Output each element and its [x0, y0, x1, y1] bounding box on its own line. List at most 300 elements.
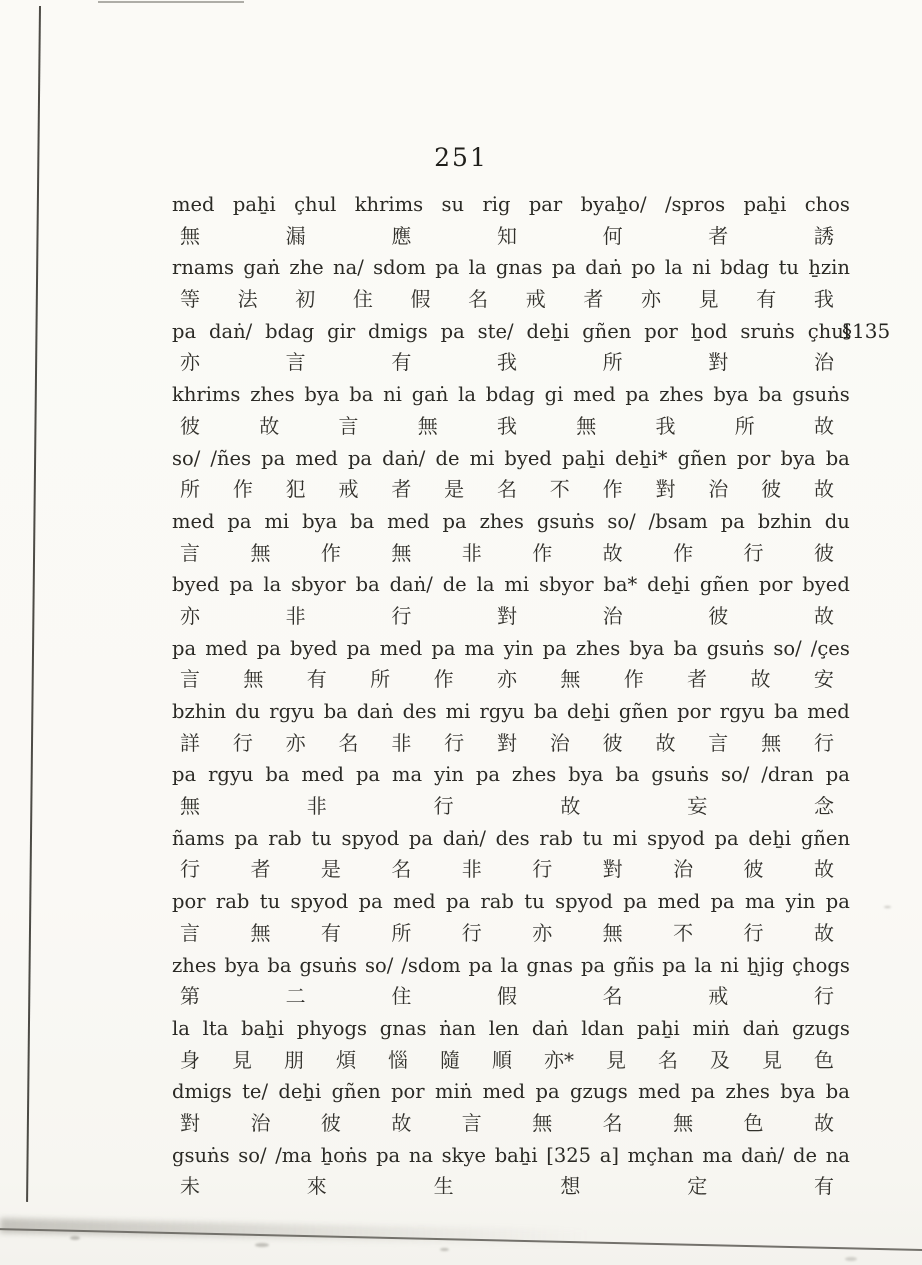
- tibetan-word: por: [172, 890, 206, 914]
- chinese-char: 治: [549, 730, 570, 755]
- tibetan-word: rab: [480, 890, 514, 914]
- chinese-char: 言: [180, 667, 200, 692]
- tibetan-word: la: [694, 953, 713, 977]
- tibetan-word: ni: [383, 383, 402, 407]
- tibetan-word: de: [442, 573, 467, 597]
- tibetan-word: med: [393, 890, 436, 914]
- chinese-char: 安: [813, 667, 834, 692]
- chinese-char: 非: [391, 730, 412, 755]
- tibetan-word: lta: [202, 1016, 229, 1040]
- chinese-char: 無: [391, 540, 412, 565]
- tibetan-word: so/: [720, 763, 750, 787]
- tibetan-word: pa: [580, 953, 606, 977]
- tibetan-word: pa: [376, 1143, 401, 1167]
- tibetan-word: so/: [365, 953, 394, 977]
- tibetan-word: /ñes: [210, 446, 252, 470]
- chinese-char: 名: [496, 477, 517, 502]
- tibetan-word: ste/: [477, 319, 514, 343]
- chinese-char: 漏: [285, 223, 306, 248]
- tibetan-word: yin: [434, 763, 464, 787]
- tibetan-word: dmigs: [368, 319, 428, 343]
- tibetan-line: [172, 1076, 850, 1108]
- chinese-char: 見: [606, 1047, 626, 1072]
- chinese-char: 亦: [285, 730, 306, 755]
- tibetan-word: mi: [612, 826, 638, 850]
- tibetan-word: rgyu: [269, 700, 315, 723]
- tibetan-word: gñen: [677, 446, 727, 470]
- tibetan-word: ba: [267, 953, 292, 977]
- tibetan-word: ni: [720, 953, 739, 977]
- chinese-char: 戒: [525, 287, 546, 312]
- tibetan-word: paẖi: [562, 446, 605, 470]
- tibetan-word: pa: [662, 953, 687, 977]
- chinese-char: 妄: [687, 794, 708, 819]
- tibetan-word: la: [468, 256, 487, 280]
- chinese-char: 戒: [338, 477, 359, 502]
- chinese-char: 亦: [641, 287, 661, 312]
- chinese-char: 色: [814, 1047, 834, 1072]
- chinese-char: 戒: [708, 984, 729, 1009]
- tibetan-word: ba: [533, 700, 558, 723]
- chinese-char: 故: [814, 413, 834, 438]
- tibetan-word: du: [824, 509, 850, 533]
- tibetan-word: byed: [172, 573, 220, 597]
- tibetan-line: [172, 252, 850, 284]
- chinese-char: 行: [532, 857, 553, 882]
- tibetan-word: pa: [710, 890, 735, 914]
- tibetan-word: med: [573, 383, 616, 407]
- margin-section-number: §135: [842, 318, 891, 343]
- tibetan-word: gsuṅs: [651, 763, 710, 787]
- tibetan-word: med: [807, 700, 850, 723]
- chinese-line: [172, 221, 850, 253]
- tibetan-word: ẖod: [690, 319, 728, 343]
- tibetan-word: rgyu: [719, 700, 766, 723]
- tibetan-word: byed: [504, 446, 552, 470]
- tibetan-word: mi: [264, 509, 290, 533]
- chinese-line: [172, 981, 850, 1013]
- chinese-char: 對: [708, 350, 729, 375]
- tibetan-word: deẖi*: [614, 446, 668, 470]
- tibetan-word: la: [500, 953, 519, 977]
- tibetan-word: pa: [625, 383, 650, 407]
- chinese-char: 未: [180, 1174, 200, 1199]
- tibetan-word: pa: [435, 256, 460, 280]
- chinese-char: 及: [710, 1047, 730, 1072]
- tibetan-word: pa: [825, 763, 850, 787]
- tibetan-word: bya: [304, 383, 340, 407]
- tibetan-word: gñen: [618, 700, 669, 723]
- chinese-char: 作: [232, 477, 253, 502]
- tibetan-word: ba: [615, 763, 640, 787]
- tibetan-word: zhes: [250, 383, 295, 407]
- tibetan-line: [172, 1013, 850, 1045]
- tibetan-word: rig: [482, 193, 511, 216]
- tibetan-word: na: [825, 1143, 850, 1167]
- tibetan-word: tu: [311, 826, 332, 850]
- chinese-char: 治: [250, 1110, 271, 1135]
- tibetan-word: pa: [172, 636, 197, 660]
- tibetan-word: gir: [327, 319, 356, 343]
- chinese-char: 彼: [708, 603, 729, 628]
- tibetan-word: byaẖo/: [580, 193, 647, 216]
- tibetan-word: la: [263, 573, 282, 597]
- tibetan-word: rab: [268, 826, 302, 850]
- tibetan-word: zhes: [575, 636, 621, 660]
- chinese-char: 應: [391, 223, 412, 248]
- chinese-char: 作: [532, 540, 553, 565]
- chinese-line: [172, 728, 850, 760]
- tibetan-word: sruṅs: [740, 319, 795, 343]
- tibetan-word: gnas: [495, 256, 543, 280]
- tibetan-word: daṅ/: [442, 826, 486, 850]
- page-number: 251: [434, 143, 488, 172]
- tibetan-word: tu: [582, 826, 603, 850]
- chinese-char: 等: [180, 287, 200, 312]
- tibetan-word: /bsam: [648, 509, 708, 533]
- tibetan-word: ba: [323, 700, 348, 723]
- chinese-char: 故: [750, 667, 771, 692]
- tibetan-word: daṅ/: [382, 446, 426, 470]
- tibetan-word: rgyu: [479, 700, 525, 723]
- chinese-char: 名: [602, 984, 623, 1009]
- tibetan-word: çhul: [807, 319, 850, 343]
- tibetan-word: bzhin: [172, 700, 227, 723]
- tibetan-word: ẖoṅs: [320, 1143, 368, 1167]
- chinese-char: 知: [496, 223, 517, 248]
- chinese-char: 故: [813, 603, 834, 628]
- tibetan-word: ba: [265, 763, 290, 787]
- tibetan-word: [325: [546, 1143, 592, 1167]
- chinese-line: [172, 1108, 850, 1140]
- chinese-char: 對: [655, 477, 676, 502]
- scan-speck: [884, 906, 891, 908]
- tibetan-word: tu: [259, 890, 281, 914]
- chinese-char: 所: [370, 667, 391, 692]
- tibetan-word: ba: [673, 636, 698, 660]
- tibetan-word: bdag: [720, 256, 770, 280]
- tibetan-word: pa: [442, 509, 467, 533]
- tibetan-word: por: [677, 700, 711, 723]
- chinese-line: [172, 1171, 850, 1203]
- tibetan-word: so/: [172, 446, 201, 470]
- chinese-char: 身: [180, 1047, 200, 1072]
- tibetan-line: [172, 823, 850, 855]
- chinese-char: 法: [237, 287, 258, 312]
- tibetan-word: ba: [355, 573, 380, 597]
- tibetan-word: de: [435, 446, 460, 470]
- tibetan-word: mi: [445, 700, 471, 723]
- chinese-char: 行: [444, 730, 465, 755]
- tibetan-word: na: [408, 1143, 434, 1167]
- chinese-char: 色: [743, 1110, 764, 1135]
- chinese-char: 朋: [284, 1047, 304, 1072]
- chinese-char: 所: [734, 413, 755, 438]
- tibetan-word: med: [172, 509, 215, 533]
- chinese-char: 有: [813, 1174, 834, 1199]
- tibetan-word: med: [638, 1080, 681, 1104]
- chinese-char: 無: [250, 540, 271, 565]
- tibetan-word: daṅ/: [389, 573, 433, 597]
- tibetan-line: [172, 696, 850, 728]
- chinese-char: 煩: [336, 1047, 356, 1072]
- tibetan-word: ldan: [581, 1016, 625, 1040]
- chinese-char: 見: [762, 1047, 782, 1072]
- tibetan-word: çhul: [294, 193, 337, 216]
- tibetan-word: /spros: [664, 193, 726, 216]
- chinese-char: 亦: [180, 603, 200, 628]
- tibetan-word: ba: [350, 509, 375, 533]
- chinese-char: 行: [813, 730, 834, 755]
- tibetan-word: med: [482, 1080, 526, 1104]
- chinese-char: 有: [391, 350, 412, 375]
- tibetan-word: gsuṅs: [172, 1143, 230, 1167]
- tibetan-word: gsuṅs: [792, 383, 850, 407]
- tibetan-word: deẖi: [526, 319, 570, 343]
- chinese-char: 言: [180, 920, 200, 945]
- tibetan-word: la: [476, 573, 495, 597]
- tibetan-word: bzhin: [757, 509, 812, 533]
- tibetan-word: deẖi: [567, 700, 610, 723]
- chinese-char: 無: [602, 920, 623, 945]
- chinese-char: 見: [232, 1047, 252, 1072]
- tibetan-word: daṅ/: [741, 1143, 785, 1167]
- tibetan-word: tu: [778, 256, 799, 280]
- tibetan-word: bya: [780, 1080, 816, 1104]
- tibetan-word: dmigs: [172, 1080, 232, 1104]
- tibetan-word: su: [441, 193, 465, 216]
- tibetan-word: pa: [355, 763, 381, 787]
- chinese-char: 治: [602, 603, 623, 628]
- chinese-char: 者: [687, 667, 708, 692]
- tibetan-word: ma: [464, 636, 495, 660]
- chinese-line: [172, 791, 850, 823]
- tibetan-word: pa: [358, 890, 383, 914]
- tibetan-word: yin: [785, 890, 816, 914]
- tibetan-word: med: [379, 636, 423, 660]
- chinese-char: 言: [285, 350, 306, 375]
- tibetan-word: bya: [568, 763, 604, 787]
- tibetan-word: sbyor: [538, 573, 594, 597]
- chinese-char: 不: [549, 477, 570, 502]
- tibetan-word: la: [172, 1016, 190, 1040]
- chinese-char: 名: [338, 730, 359, 755]
- chinese-char: 故: [813, 857, 834, 882]
- chinese-char: 故: [602, 540, 623, 565]
- tibetan-word: yin: [503, 636, 534, 660]
- chinese-char: 非: [461, 540, 482, 565]
- tibetan-word: bya: [629, 636, 665, 660]
- chinese-char: 言: [338, 413, 359, 438]
- tibetan-word: so/: [238, 1143, 267, 1167]
- chinese-line: [172, 538, 850, 570]
- chinese-char: 作: [602, 477, 623, 502]
- tibetan-word: gñen: [331, 1080, 381, 1104]
- chinese-char: 所: [180, 477, 200, 502]
- tibetan-word: so/: [607, 509, 636, 533]
- tibetan-word: pa: [229, 573, 254, 597]
- tibetan-word: ñams: [172, 826, 225, 850]
- tibetan-word: des: [495, 826, 530, 850]
- chinese-char: 治: [813, 350, 834, 375]
- chinese-char: 故: [391, 1110, 412, 1135]
- tibetan-word: rab: [215, 890, 250, 914]
- tibetan-word: rnams: [172, 256, 235, 280]
- tibetan-word: de: [793, 1143, 818, 1167]
- tibetan-word: phyogs: [296, 1016, 368, 1040]
- tibetan-word: med: [172, 193, 215, 216]
- tibetan-word: daṅ: [356, 700, 394, 723]
- chinese-char: 假: [496, 984, 517, 1009]
- chinese-line: [172, 1045, 850, 1077]
- tibetan-word: gzugs: [569, 1080, 628, 1104]
- chinese-char: 彼: [743, 857, 764, 882]
- tibetan-word: gaṅ: [243, 256, 281, 280]
- tibetan-word: deẖi: [647, 573, 690, 597]
- tibetan-word: por: [758, 573, 793, 597]
- tibetan-word: ba*: [603, 573, 638, 597]
- tibetan-word: byed: [289, 636, 338, 660]
- tibetan-line: [172, 759, 850, 791]
- tibetan-word: la: [458, 383, 476, 407]
- tibetan-word: mi: [504, 573, 530, 597]
- tibetan-word: daṅ: [531, 1016, 569, 1040]
- tibetan-line: [172, 506, 850, 538]
- chinese-char: 故: [259, 413, 280, 438]
- tibetan-word: miṅ: [434, 1080, 473, 1104]
- chinese-line: [172, 601, 850, 633]
- chinese-char: 惱: [388, 1047, 408, 1072]
- tibetan-word: pa: [440, 319, 465, 343]
- tibetan-word: ma: [745, 890, 776, 914]
- chinese-char: 住: [391, 984, 412, 1009]
- tibetan-word: daṅ/: [209, 319, 253, 343]
- chinese-char: 彼: [602, 730, 623, 755]
- tibetan-word: pa: [714, 826, 739, 850]
- tibetan-word: pa: [261, 446, 286, 470]
- chinese-char: 者: [250, 857, 271, 882]
- tibetan-line: [172, 886, 850, 918]
- tibetan-word: ma: [392, 763, 423, 787]
- tibetan-word: par: [528, 193, 563, 216]
- scan-speck: [70, 1236, 80, 1240]
- tibetan-word: med: [301, 763, 344, 787]
- chinese-char: 者: [391, 477, 412, 502]
- tibetan-word: pa: [720, 509, 745, 533]
- chinese-char: 來: [306, 1174, 327, 1199]
- tibetan-word: zhes: [479, 509, 524, 533]
- tibetan-word: mi: [469, 446, 495, 470]
- tibetan-word: /sdom: [401, 953, 461, 977]
- text-column: [172, 189, 891, 1203]
- chinese-char: 者: [708, 223, 729, 248]
- chinese-char: 行: [743, 920, 764, 945]
- chinese-char: 所: [391, 920, 412, 945]
- chinese-line: [172, 284, 850, 316]
- tibetan-word: pa: [256, 636, 281, 660]
- chinese-char: 二: [285, 984, 306, 1009]
- tibetan-word: baẖi: [494, 1143, 538, 1167]
- chinese-char: 故: [813, 920, 834, 945]
- chinese-char: 隨: [440, 1047, 460, 1072]
- chinese-char: 名: [468, 287, 489, 312]
- chinese-char: 作: [320, 540, 341, 565]
- tibetan-word: ma: [702, 1143, 733, 1167]
- tibetan-word: pa: [551, 256, 576, 280]
- tibetan-line: [172, 950, 850, 982]
- tibetan-word: baẖi: [241, 1016, 284, 1040]
- tibetan-word: zhes: [659, 383, 704, 407]
- tibetan-word: med: [205, 636, 248, 660]
- tibetan-word: med: [657, 890, 701, 914]
- tibetan-word: rgyu: [208, 763, 254, 787]
- scan-edge-line: [26, 6, 41, 1202]
- tibetan-word: sdom: [373, 256, 426, 280]
- tibetan-line: [172, 189, 850, 221]
- chinese-char: 念: [813, 794, 834, 819]
- tibetan-word: pa: [468, 953, 493, 977]
- chinese-char: 名: [391, 857, 412, 882]
- tibetan-word: spyod: [341, 826, 400, 850]
- tibetan-word: mçhan: [627, 1143, 694, 1167]
- tibetan-line: [172, 1140, 850, 1172]
- chinese-char: 對: [180, 1110, 200, 1135]
- tibetan-word: ṅan: [439, 1016, 476, 1040]
- chinese-char: 有: [320, 920, 341, 945]
- tibetan-word: /ma: [275, 1143, 312, 1167]
- chinese-char: 對: [496, 603, 517, 628]
- chinese-char: 無: [417, 413, 438, 438]
- chinese-char: 言: [461, 1110, 482, 1135]
- tibetan-word: pa: [172, 763, 197, 787]
- chinese-char: 彼: [813, 540, 834, 565]
- tibetan-word: deẖi: [278, 1080, 322, 1104]
- chinese-char: 行: [743, 540, 764, 565]
- chinese-char: 假: [410, 287, 431, 312]
- tibetan-word: a]: [599, 1143, 619, 1167]
- tibetan-word: pa: [227, 509, 252, 533]
- chinese-char: 無: [532, 1110, 553, 1135]
- chinese-line: [172, 664, 850, 696]
- tibetan-line: [172, 633, 850, 665]
- tibetan-word: zhes: [172, 953, 217, 977]
- tibetan-word: gñen: [699, 573, 749, 597]
- tibetan-word: daṅ: [742, 1016, 780, 1040]
- chinese-char: 無: [761, 730, 782, 755]
- tibetan-word: med: [295, 446, 338, 470]
- tibetan-word: bya: [780, 446, 816, 470]
- chinese-char: 對: [602, 857, 623, 882]
- chinese-char: 作: [433, 667, 454, 692]
- tibetan-word: pa: [346, 636, 371, 660]
- chinese-char: 行: [433, 794, 454, 819]
- chinese-char: 故: [560, 794, 581, 819]
- tibetan-word: des: [402, 700, 437, 723]
- tibetan-word: spyod: [647, 826, 705, 850]
- tibetan-word: med: [387, 509, 430, 533]
- tibetan-word: pa: [446, 890, 471, 914]
- tibetan-word: bya: [713, 383, 749, 407]
- tibetan-word: gñis: [613, 953, 655, 977]
- chinese-char: 所: [602, 350, 623, 375]
- tibetan-line: [172, 443, 850, 475]
- chinese-char: 故: [655, 730, 676, 755]
- tibetan-word: chos: [804, 193, 850, 216]
- tibetan-word: zhe: [289, 256, 324, 280]
- tibetan-word: por: [736, 446, 771, 470]
- chinese-char: 我: [813, 287, 834, 312]
- chinese-line: [172, 474, 850, 506]
